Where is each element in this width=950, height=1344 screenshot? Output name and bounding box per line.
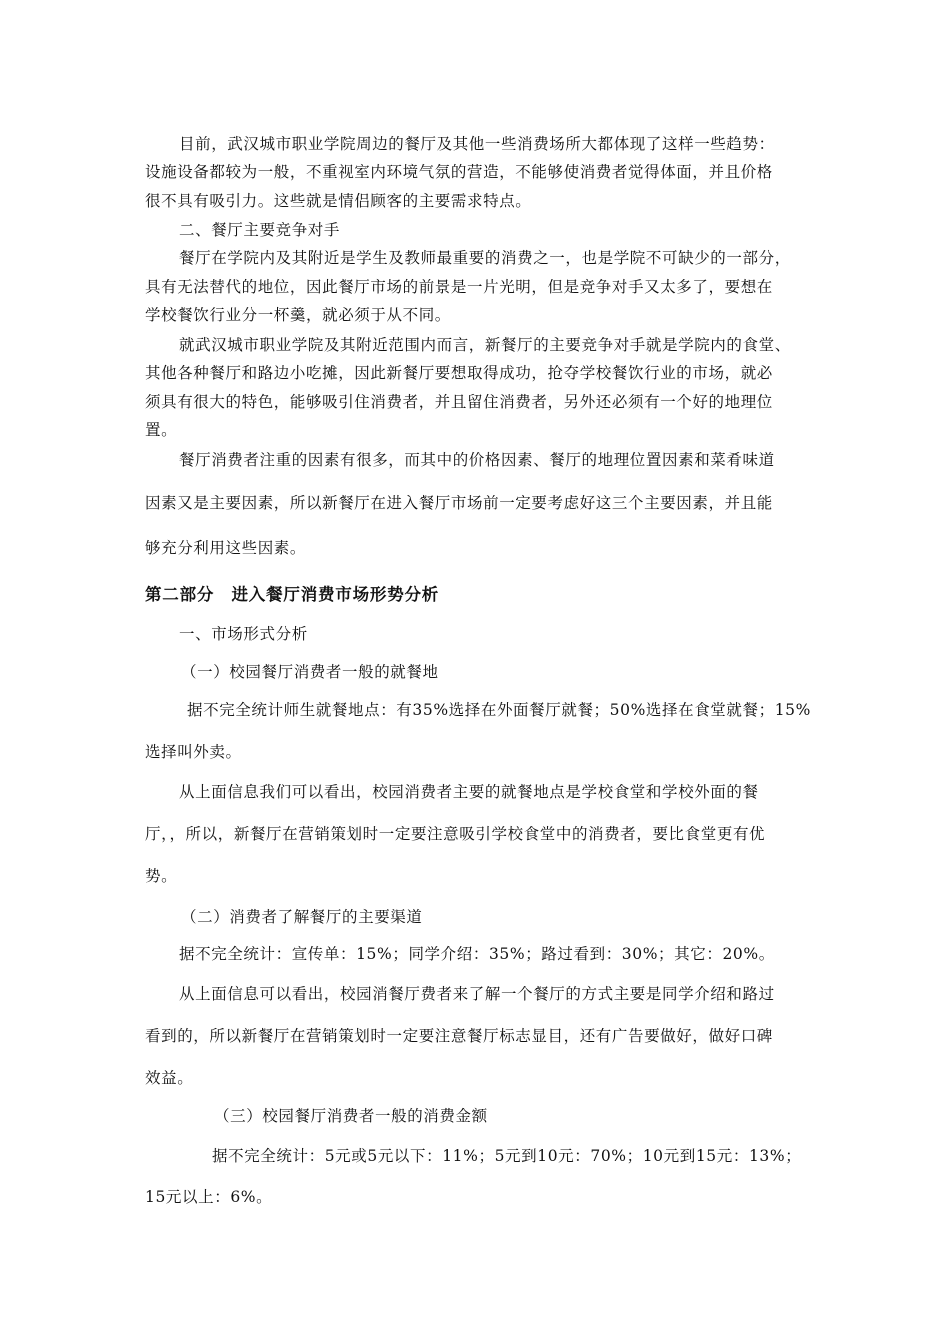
paragraph-line: 餐厅消费者注重的因素有很多，而其中的价格因素、餐厅的地理位置因素和菜肴味道 [179,451,775,469]
paragraph-line: 具有无法替代的地位，因此餐厅市场的前景是一片光明，但是竞争对手又太多了，要想在 [145,278,773,296]
paragraph-line: 从上面信息可以看出，校园消餐厅费者来了解一个餐厅的方式主要是同学介绍和路过 [179,985,775,1003]
paragraph-line: 据不完全统计：5元或5元以下：11%；5元到10元：70%；10元到15元：13%； [212,1147,802,1165]
paragraph-line: 厅，，所以，新餐厅在营销策划时一定要注意吸引学校食堂中的消费者，要比食堂更有优 [145,825,766,843]
paragraph-line: 置。 [145,421,178,439]
paragraph-line: 据不完全统计：宣传单：15%；同学介绍：35%；路过看到：30%；其它：20%。 [179,945,775,963]
section-subheading: （一）校园餐厅消费者一般的就餐地 [181,663,439,681]
paragraph-line: 看到的，所以新餐厅在营销策划时一定要注意餐厅标志显目，还有广告要做好，做好口碑 [145,1027,773,1045]
paragraph-line: 势。 [145,867,178,885]
section-subheading: 一、市场形式分析 [179,625,308,643]
section-subheading: 二、餐厅主要竞争对手 [179,221,341,239]
paragraph-line: 设施设备都较为一般，不重视室内环境气氛的营造，不能够使消费者觉得体面，并且价格 [145,163,773,181]
paragraph-line: 据不完全统计师生就餐地点：有35%选择在外面餐厅就餐；50%选择在食堂就餐；15% [187,701,811,719]
part-heading: 第二部分 进入餐厅消费市场形势分析 [145,585,440,604]
paragraph-line: 学校餐饮行业分一杯羹，就必须于从不同。 [145,306,451,324]
paragraph-line: 就武汉城市职业学院及其附近范围内而言，新餐厅的主要竞争对手就是学院内的食堂、 [179,336,791,354]
paragraph-line: 15元以上：6%。 [145,1188,273,1206]
paragraph-line: 其他各种餐厅和路边小吃摊，因此新餐厅要想取得成功，抢夺学校餐饮行业的市场，就必 [145,364,773,382]
paragraph-line: 餐厅在学院内及其附近是学生及教师最重要的消费之一，也是学院不可缺少的一部分， [179,249,791,267]
section-subheading: （二）消费者了解餐厅的主要渠道 [181,908,423,926]
paragraph-line: 从上面信息我们可以看出，校园消费者主要的就餐地点是学校食堂和学校外面的餐 [179,783,759,801]
paragraph-line: 因素又是主要因素，所以新餐厅在进入餐厅市场前一定要考虑好这三个主要因素，并且能 [145,494,773,512]
paragraph-line: 目前，武汉城市职业学院周边的餐厅及其他一些消费场所大都体现了这样一些趋势： [179,135,775,153]
paragraph-line: 效益。 [145,1069,194,1087]
paragraph-line: 够充分利用这些因素。 [145,539,307,557]
paragraph-line: 须具有很大的特色，能够吸引住消费者，并且留住消费者，另外还必须有一个好的地理位 [145,393,773,411]
paragraph-line: 很不具有吸引力。这些就是情侣顾客的主要需求特点。 [145,192,532,210]
section-subheading: （三）校园餐厅消费者一般的消费金额 [214,1107,488,1125]
paragraph-line: 选择叫外卖。 [145,743,242,761]
